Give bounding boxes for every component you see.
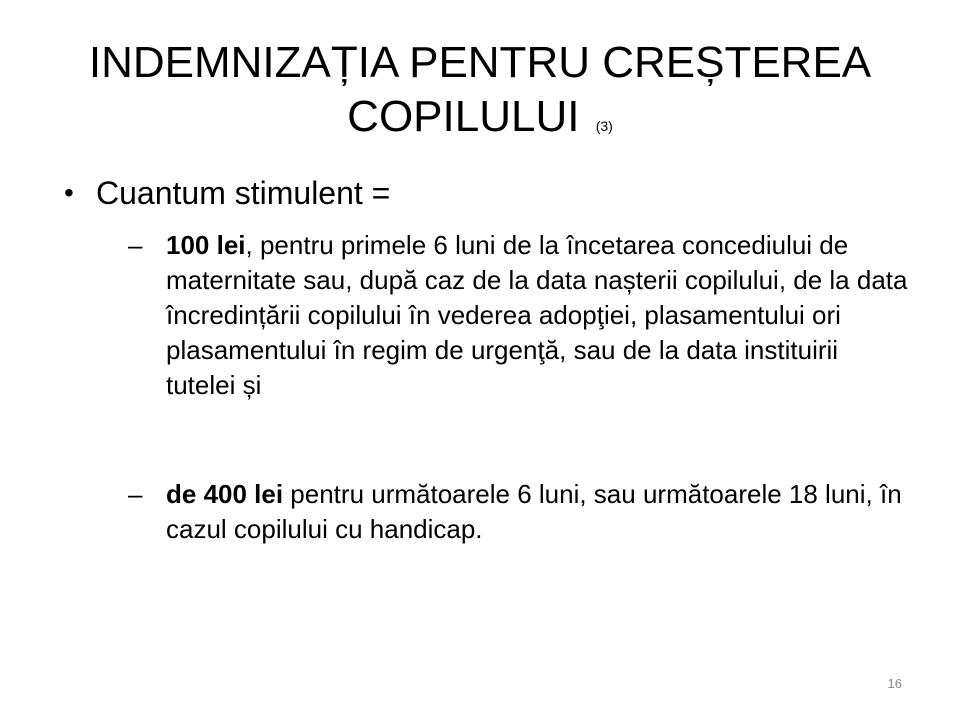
sub-item-text	[166, 228, 908, 403]
sub-item-text	[166, 477, 908, 547]
slide-content	[64, 172, 924, 547]
page-number: 16	[887, 676, 902, 691]
sub-list	[128, 228, 908, 547]
title-text: INDEMNIZAȚIA PENTRU CREȘTEREA COPILULUI	[88, 38, 872, 141]
sub-item-100-lei	[128, 228, 908, 403]
sub-item-400-lei	[128, 477, 908, 547]
sub-item-description: pentru următoarele 6 luni, sau următoarele 18 luni, în cazul copilului cu handicap.	[166, 479, 902, 544]
dash-icon: –	[128, 230, 143, 260]
bullet-text: Cuantum stimulent =	[96, 175, 391, 211]
slide-title	[60, 36, 900, 153]
bullet-icon: •	[64, 177, 74, 208]
sub-item-description: , pentru primele 6 luni de la încetarea concediului de maternitate sau, după caz de la data nașterii copilului, de la data încredințării copilului în vederea adopţiei, plasamentului ori plasamentului în regim de urgenţă, sau de la data instituirii tutelei și	[166, 230, 908, 400]
bullet-item	[64, 172, 924, 214]
dash-icon: –	[128, 479, 143, 509]
title-suffix: (3)	[595, 118, 613, 134]
amount-highlight: de 400 lei	[166, 479, 284, 509]
amount-highlight: 100 lei	[166, 230, 246, 260]
